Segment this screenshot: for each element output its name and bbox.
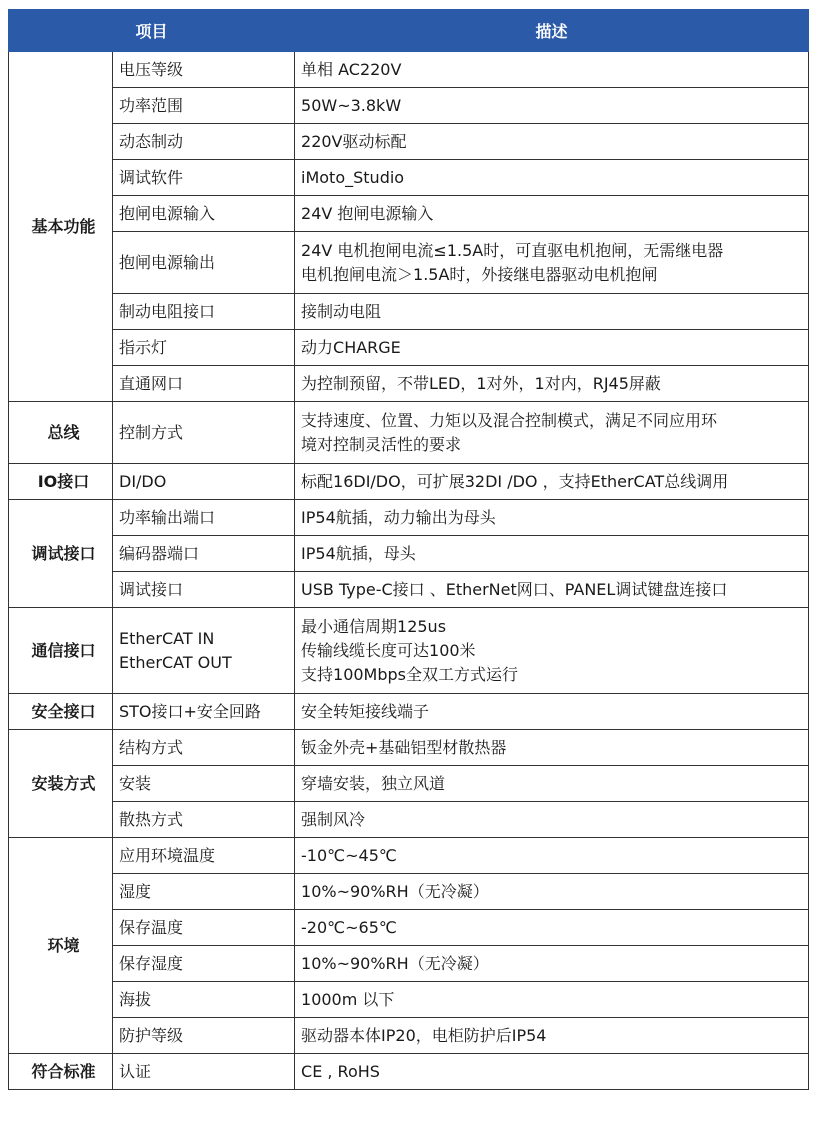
description-line: 单相 AC220V — [301, 59, 402, 79]
description-line: iMoto_Studio — [301, 167, 405, 187]
description-line: 10%~90%RH（无冷凝） — [301, 881, 489, 901]
table-row — [9, 982, 809, 1018]
item-cell: 湿度 — [113, 874, 295, 910]
item-cell: 编码器端口 — [113, 536, 295, 572]
table-row — [9, 330, 809, 366]
table-row — [9, 802, 809, 838]
description-cell — [295, 330, 809, 366]
description-cell — [295, 294, 809, 330]
item-cell: 调试接口 — [113, 572, 295, 608]
description-cell — [295, 730, 809, 766]
item-cell: 安装 — [113, 766, 295, 802]
description-line: 境对控制灵活性的要求 — [301, 434, 462, 454]
table-row — [9, 874, 809, 910]
description-cell — [295, 536, 809, 572]
description-line: 钣金外壳+基础铝型材散热器 — [301, 737, 507, 757]
description-line: 传输线缆长度可达100米 — [301, 640, 476, 660]
description-line: CE , RoHS — [301, 1061, 380, 1081]
item-cell: DI/DO — [113, 464, 295, 500]
table-row — [9, 910, 809, 946]
item-cell: 功率范围 — [113, 88, 295, 124]
header-description: 描述 — [295, 10, 809, 52]
category-cell: 基本功能 — [9, 52, 113, 402]
item-cell: 调试软件 — [113, 160, 295, 196]
item-cell: 结构方式 — [113, 730, 295, 766]
description-line: 动力CHARGE — [301, 337, 401, 357]
description-cell — [295, 572, 809, 608]
category-cell: 环境 — [9, 838, 113, 1054]
item-cell: 抱闸电源输入 — [113, 196, 295, 232]
table-row — [9, 1018, 809, 1054]
table-row — [9, 160, 809, 196]
description-cell — [295, 766, 809, 802]
table-row — [9, 608, 809, 694]
spec-table — [8, 9, 809, 1090]
description-line: 220V驱动标配 — [301, 131, 407, 151]
item-cell: 指示灯 — [113, 330, 295, 366]
item-cell: 防护等级 — [113, 1018, 295, 1054]
description-line: 24V 电机抱闸电流≤1.5A时，可直驱电机抱闸，无需继电器 — [301, 240, 724, 260]
category-cell: IO接口 — [9, 464, 113, 500]
description-line: 24V 抱闸电源输入 — [301, 203, 434, 223]
description-cell — [295, 402, 809, 464]
table-row — [9, 124, 809, 160]
description-cell — [295, 982, 809, 1018]
description-cell — [295, 608, 809, 694]
table-row — [9, 694, 809, 730]
table-row — [9, 196, 809, 232]
description-line: 50W~3.8kW — [301, 95, 402, 115]
item-cell: 功率输出端口 — [113, 500, 295, 536]
description-line: 1000m 以下 — [301, 989, 395, 1009]
description-cell — [295, 366, 809, 402]
description-line: USB Type-C接口 、EtherNet网口、PANEL调试键盘连接口 — [301, 579, 728, 599]
table-row — [9, 52, 809, 88]
description-line: 10%~90%RH（无冷凝） — [301, 953, 489, 973]
category-cell: 安全接口 — [9, 694, 113, 730]
item-cell: 保存湿度 — [113, 946, 295, 982]
description-line: 电机抱闸电流＞1.5A时，外接继电器驱动电机抱闸 — [301, 264, 658, 284]
description-line: IP54航插，母头 — [301, 543, 416, 563]
item-cell: 制动电阻接口 — [113, 294, 295, 330]
table-row — [9, 838, 809, 874]
description-cell — [295, 88, 809, 124]
item-cell — [113, 608, 295, 694]
table-row — [9, 500, 809, 536]
description-cell — [295, 838, 809, 874]
description-line: 穿墙安装，独立风道 — [301, 773, 446, 793]
description-line: 支持100Mbps全双工方式运行 — [301, 664, 519, 684]
table-row — [9, 232, 809, 294]
table-row — [9, 366, 809, 402]
table-row — [9, 572, 809, 608]
table-row — [9, 1054, 809, 1090]
description-line: 驱动器本体IP20，电柜防护后IP54 — [301, 1025, 547, 1045]
category-cell: 总线 — [9, 402, 113, 464]
item-cell: 应用环境温度 — [113, 838, 295, 874]
table-row — [9, 730, 809, 766]
table-row — [9, 536, 809, 572]
table-row — [9, 294, 809, 330]
table-header-row — [9, 10, 809, 52]
spec-table-body — [9, 52, 809, 1090]
item-cell: STO接口+安全回路 — [113, 694, 295, 730]
category-cell: 调试接口 — [9, 500, 113, 608]
description-cell — [295, 124, 809, 160]
description-cell — [295, 232, 809, 294]
description-cell — [295, 160, 809, 196]
category-cell: 符合标准 — [9, 1054, 113, 1090]
table-row — [9, 464, 809, 500]
description-line: 为控制预留，不带LED，1对外，1对内，RJ45屏蔽 — [301, 373, 661, 393]
category-cell: 安装方式 — [9, 730, 113, 838]
description-cell — [295, 52, 809, 88]
description-line: 安全转矩接线端子 — [301, 701, 430, 721]
item-cell: 电压等级 — [113, 52, 295, 88]
description-cell — [295, 1018, 809, 1054]
description-cell — [295, 910, 809, 946]
description-cell — [295, 500, 809, 536]
description-cell — [295, 802, 809, 838]
description-line: IP54航插，动力输出为母头 — [301, 507, 496, 527]
description-line: 最小通信周期125us — [301, 616, 447, 636]
item-cell: 抱闸电源输出 — [113, 232, 295, 294]
item-cell: 直通网口 — [113, 366, 295, 402]
description-cell — [295, 694, 809, 730]
description-cell — [295, 946, 809, 982]
item-cell: 保存温度 — [113, 910, 295, 946]
item-line: EtherCAT IN — [119, 628, 215, 648]
category-cell: 通信接口 — [9, 608, 113, 694]
table-row — [9, 946, 809, 982]
description-line: -20℃~65℃ — [301, 917, 397, 937]
item-cell: 认证 — [113, 1054, 295, 1090]
header-category: 项目 — [9, 10, 295, 52]
description-line: -10℃~45℃ — [301, 845, 397, 865]
item-line: EtherCAT OUT — [119, 652, 232, 672]
description-line: 强制风冷 — [301, 809, 366, 829]
table-row — [9, 402, 809, 464]
item-cell: 动态制动 — [113, 124, 295, 160]
description-line: 接制动电阻 — [301, 301, 382, 321]
description-line: 支持速度、位置、力矩以及混合控制模式，满足不同应用环 — [301, 410, 718, 430]
description-cell — [295, 196, 809, 232]
description-cell — [295, 1054, 809, 1090]
description-cell — [295, 464, 809, 500]
description-line: 标配16DI/DO，可扩展32DI /DO ，支持EtherCAT总线调用 — [301, 471, 729, 491]
item-cell: 海拔 — [113, 982, 295, 1018]
table-row — [9, 766, 809, 802]
table-row — [9, 88, 809, 124]
item-cell: 散热方式 — [113, 802, 295, 838]
description-cell — [295, 874, 809, 910]
item-cell: 控制方式 — [113, 402, 295, 464]
